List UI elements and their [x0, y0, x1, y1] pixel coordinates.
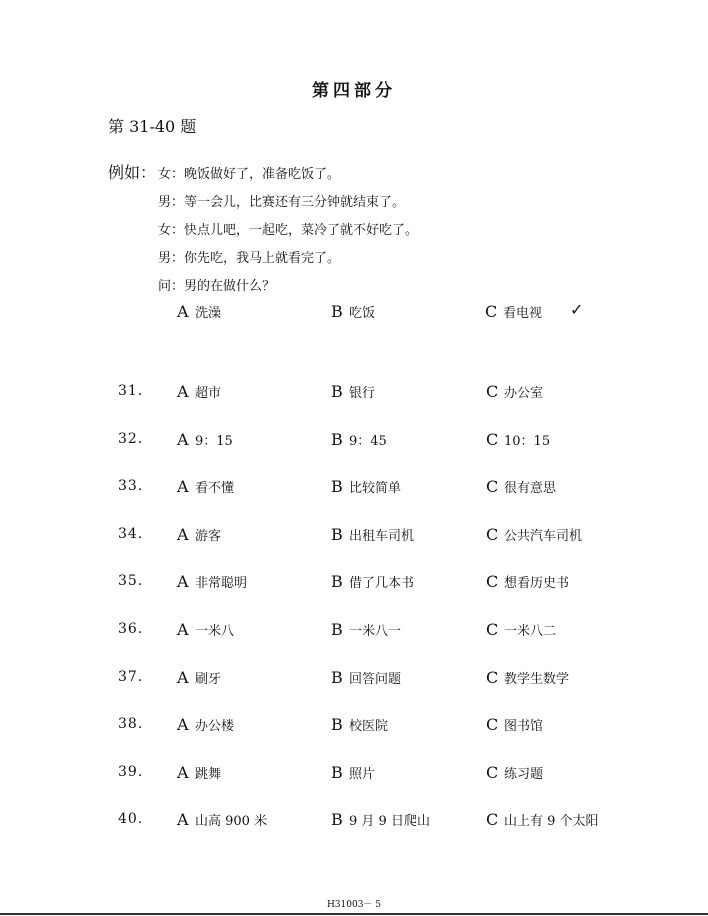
option-text: 10：15	[504, 434, 551, 449]
option-c	[486, 810, 599, 829]
option-a	[177, 525, 221, 544]
option-c	[486, 572, 569, 591]
option-letter: A	[177, 302, 189, 321]
option-letter: C	[486, 715, 499, 734]
option-c	[486, 525, 582, 544]
option-letter: B	[331, 525, 343, 544]
dialogue-line: 男：你先吃，我马上就看完了。	[158, 251, 341, 266]
option-letter: C	[486, 430, 499, 449]
option-b	[331, 525, 414, 544]
option-a	[177, 572, 247, 591]
option-letter: B	[331, 572, 343, 591]
option-text: 山上有 9 个太阳	[504, 814, 599, 829]
option-text: 一米八一	[349, 624, 402, 639]
option-letter: C	[486, 572, 499, 591]
option-c	[486, 430, 550, 449]
bottom-divider	[0, 913, 708, 915]
option-text: 看不懂	[195, 481, 235, 496]
option-letter: A	[177, 477, 189, 496]
option-text: 办公室	[504, 386, 544, 401]
option-letter: A	[177, 810, 189, 829]
option-c	[486, 668, 569, 687]
option-text: 很有意思	[504, 481, 557, 496]
option-letter: A	[177, 430, 189, 449]
option-text: 洗澡	[195, 306, 222, 321]
option-letter: C	[486, 620, 499, 639]
option-text: 公共汽车司机	[504, 529, 583, 544]
question-number: 33.	[118, 478, 144, 494]
option-letter: B	[331, 810, 343, 829]
option-b	[331, 430, 387, 449]
question-number: 39.	[118, 764, 144, 780]
option-letter: A	[177, 668, 189, 687]
option-b	[331, 572, 414, 591]
option-a	[177, 620, 234, 639]
option-text: 照片	[349, 767, 376, 782]
option-letter: C	[485, 302, 498, 321]
check-mark-icon: ✓	[570, 300, 584, 319]
option-text: 刷牙	[195, 672, 222, 687]
option-text: 山高 900 米	[195, 814, 268, 829]
option-b	[331, 668, 401, 687]
option-letter: B	[331, 668, 343, 687]
option-letter: B	[331, 620, 343, 639]
option-text: 回答问题	[349, 672, 402, 687]
option-c	[486, 477, 556, 496]
option-letter: C	[486, 477, 499, 496]
option-b	[331, 477, 401, 496]
option-text: 出租车司机	[349, 529, 415, 544]
option-letter: C	[486, 810, 499, 829]
option-letter: A	[177, 572, 189, 591]
example-label: 例如：	[108, 163, 157, 182]
option-b	[331, 382, 375, 401]
option-a	[177, 763, 221, 782]
option-b	[331, 810, 430, 829]
option-text: 9 月 9 日爬山	[349, 814, 430, 829]
option-text: 吃饭	[349, 306, 376, 321]
option-c	[486, 620, 556, 639]
option-text: 游客	[195, 529, 222, 544]
option-text: 想看历史书	[504, 576, 570, 591]
option-letter: C	[486, 525, 499, 544]
option-text: 教学生数学	[504, 672, 570, 687]
dialogue-line: 问：男的在做什么？	[158, 279, 276, 294]
dialogue-line: 女：快点儿吧，一起吃，菜冷了就不好吃了。	[158, 223, 419, 238]
question-number: 40.	[118, 811, 144, 827]
option-a	[177, 668, 221, 687]
question-number: 35.	[118, 573, 144, 589]
option-letter: B	[331, 382, 343, 401]
option-text: 一米八	[195, 624, 235, 639]
option-text: 办公楼	[195, 719, 235, 734]
option-b	[331, 620, 401, 639]
option-letter: A	[177, 525, 189, 544]
option-b	[331, 763, 375, 782]
option-a	[177, 477, 234, 496]
option-letter: A	[177, 620, 189, 639]
option-letter: B	[331, 715, 343, 734]
option-letter: A	[177, 382, 189, 401]
option-letter: C	[486, 763, 499, 782]
option-letter: C	[486, 668, 499, 687]
option-text: 一米八二	[504, 624, 557, 639]
example-option-b	[331, 302, 375, 321]
part-title: 第四部分	[312, 81, 396, 101]
option-letter: B	[331, 302, 343, 321]
question-number: 36.	[118, 621, 144, 637]
option-letter: A	[177, 715, 189, 734]
page-footer: H31003－ 5	[326, 900, 382, 910]
question-number: 31.	[118, 383, 144, 399]
option-c	[486, 382, 543, 401]
option-text: 银行	[349, 386, 376, 401]
option-c	[486, 715, 543, 734]
option-text: 跳舞	[195, 767, 222, 782]
question-number: 38.	[118, 716, 144, 732]
question-number: 32.	[118, 431, 144, 447]
option-a	[177, 810, 267, 829]
option-text: 校医院	[349, 719, 389, 734]
dialogue-line: 女：晚饭做好了，准备吃饭了。	[158, 167, 341, 182]
option-letter: B	[331, 477, 343, 496]
option-text: 练习题	[504, 767, 544, 782]
option-text: 超市	[195, 386, 222, 401]
option-letter: A	[177, 763, 189, 782]
option-text: 9：15	[195, 434, 233, 449]
option-text: 看电视	[503, 306, 543, 321]
option-text: 图书馆	[504, 719, 544, 734]
option-letter: B	[331, 430, 343, 449]
option-b	[331, 715, 388, 734]
example-option-a	[177, 302, 221, 321]
question-number: 34.	[118, 526, 144, 542]
option-text: 非常聪明	[195, 576, 248, 591]
question-range: 第 31-40 题	[108, 117, 197, 136]
option-a	[177, 430, 233, 449]
option-text: 9：45	[349, 434, 387, 449]
example-option-c	[485, 302, 542, 321]
option-a	[177, 382, 221, 401]
option-letter: B	[331, 763, 343, 782]
question-number: 37.	[118, 669, 144, 685]
option-letter: C	[486, 382, 499, 401]
option-text: 比较简单	[349, 481, 402, 496]
dialogue-line: 男：等一会儿，比赛还有三分钟就结束了。	[158, 195, 406, 210]
option-a	[177, 715, 234, 734]
option-c	[486, 763, 543, 782]
option-text: 借了几本书	[349, 576, 415, 591]
